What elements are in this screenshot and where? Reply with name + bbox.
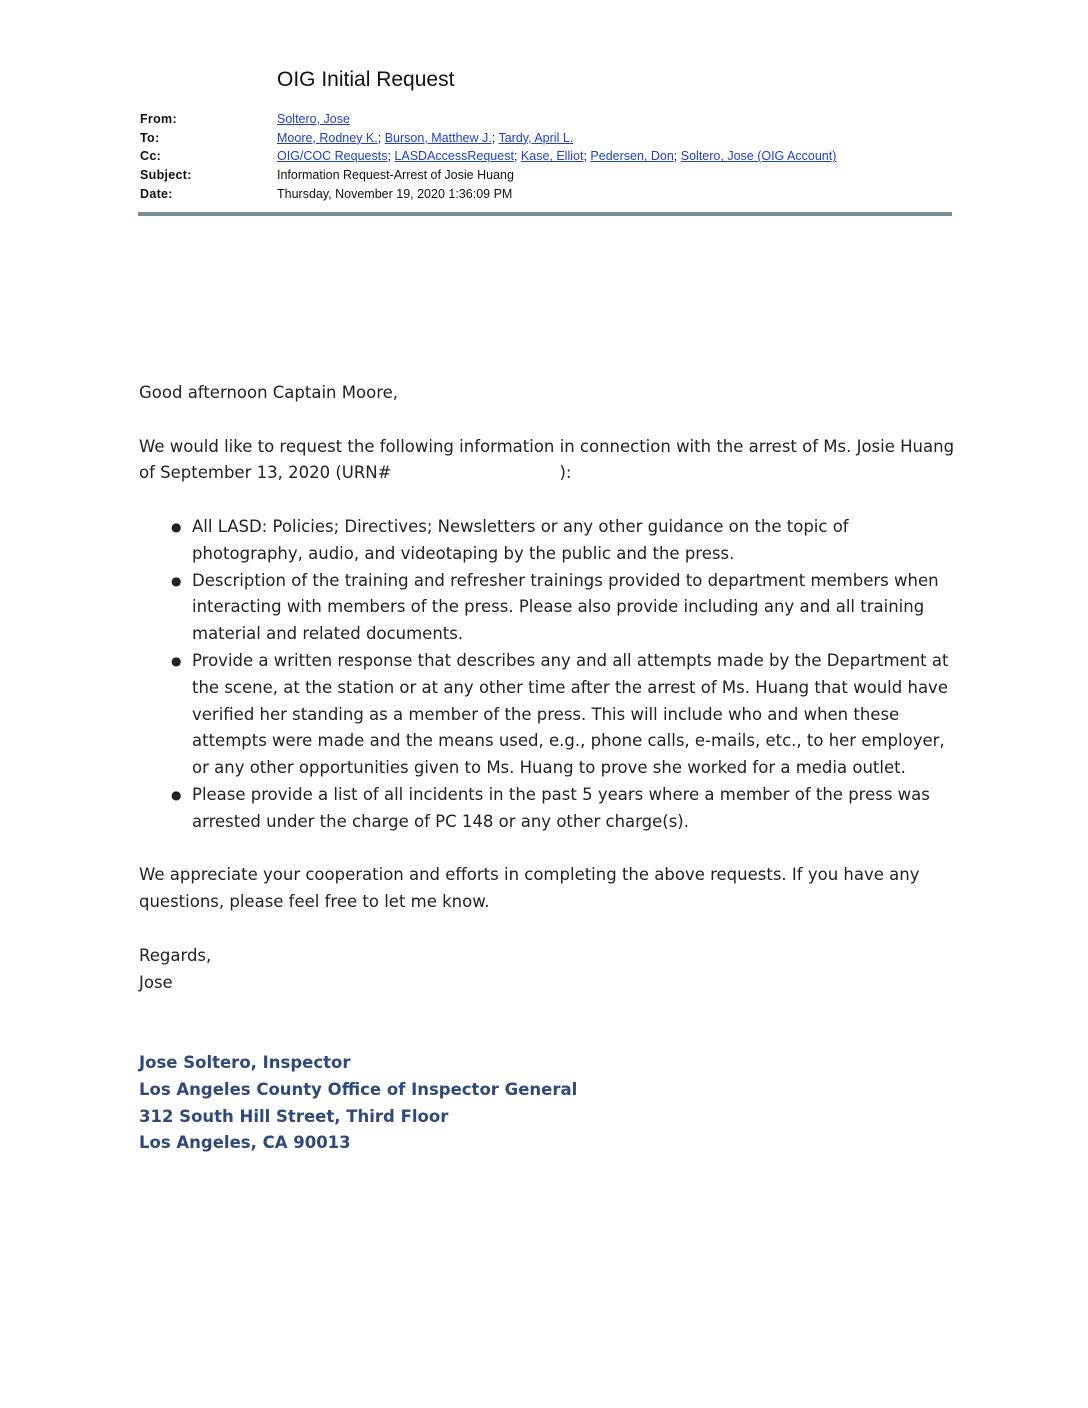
cc-link-oig-coc-requests[interactable]: OIG/COC Requests	[277, 149, 388, 164]
signature-address-line2: Los Angeles, CA 90013	[139, 1133, 351, 1153]
to-link-moore-rodney[interactable]: Moore, Rodney K.	[277, 130, 378, 145]
separator: ;	[387, 149, 391, 164]
bullet-icon: ●	[171, 519, 182, 534]
to-value	[277, 129, 573, 148]
date-value: Thursday, November 19, 2020 1:36:09 PM	[277, 186, 513, 201]
to-label: To:	[140, 130, 160, 145]
cc-value	[277, 147, 836, 166]
subject-label: Subject:	[140, 168, 192, 183]
list-item	[139, 648, 959, 782]
request-text: Description of the training and refresher trainings provided to department members when interacting with members of the press. Please also provide including any and all training material and related documents.	[192, 570, 939, 644]
list-item	[139, 514, 959, 568]
email-header	[140, 110, 952, 203]
sign-off: Regards,	[139, 945, 212, 965]
intro-text-end: ):	[559, 463, 572, 483]
from-row	[140, 110, 952, 129]
to-link-tardy-april[interactable]: Tardy, April L.	[498, 130, 574, 145]
cc-link-soltero-oig-account[interactable]: Soltero, Jose (OIG Account)	[680, 149, 837, 164]
bullet-icon: ●	[171, 787, 182, 802]
separator: ;	[491, 130, 496, 145]
intro-paragraph	[139, 434, 959, 488]
signature-organization: Los Angeles County Office of Inspector General	[139, 1079, 578, 1099]
email-body	[139, 380, 959, 1157]
cc-row	[140, 147, 952, 166]
from-label: From:	[140, 112, 177, 126]
cc-link-lasd-access-request[interactable]: LASDAccessRequest	[394, 149, 514, 164]
from-value	[277, 110, 350, 129]
from-link-soltero-jose[interactable]: Soltero, Jose	[277, 112, 350, 126]
intro-text: We would like to request the following information in connection with the arrest of Ms. Josie Huang of September 13, 2020 (URN#	[139, 436, 955, 483]
bullet-icon: ●	[171, 573, 182, 588]
signer-first-name: Jose	[139, 972, 173, 992]
signature-name-title: Jose Soltero, Inspector	[139, 1052, 351, 1072]
subject-row	[140, 166, 952, 185]
date-row	[140, 185, 952, 204]
to-row	[140, 129, 952, 148]
date-label: Date:	[140, 186, 173, 201]
request-list	[139, 514, 959, 836]
header-divider	[138, 212, 952, 216]
greeting: Good afternoon Captain Moore,	[139, 383, 399, 402]
separator: ;	[513, 149, 518, 164]
list-item	[139, 782, 959, 836]
bullet-icon: ●	[171, 653, 182, 668]
document-title: OIG Initial Request	[277, 68, 455, 91]
separator: ;	[673, 149, 678, 164]
cc-link-pedersen-don[interactable]: Pedersen, Don	[590, 149, 674, 164]
cc-label: Cc:	[140, 149, 162, 164]
signature-address-line1: 312 South Hill Street, Third Floor	[139, 1106, 449, 1126]
request-text: Provide a written response that describes any and all attempts made by the Department at the scene, at the station or at any other time after the arrest of Ms. Huang that would have verified her standing as a member of the press. This will include who and when these attempts were made and the means used, e.g., phone calls, e-mails, etc., to her employer, or any other opportunities given to Ms. Huang to prove she worked for a media outlet.	[192, 650, 949, 778]
cc-link-kase-elliot[interactable]: Kase, Elliot	[520, 149, 584, 164]
closing-paragraph: We appreciate your cooperation and efforts in completing the above requests. If you have any questions, please feel free to let me know.	[139, 865, 920, 912]
request-text: Please provide a list of all incidents in the past 5 years where a member of the press was arrested under the charge of PC 148 or any other charge(s).	[192, 784, 930, 831]
separator: ;	[377, 130, 382, 145]
separator: ;	[583, 149, 587, 164]
to-link-burson-matthew[interactable]: Burson, Matthew J.	[384, 130, 492, 145]
list-item	[139, 568, 959, 648]
subject-value: Information Request-Arrest of Josie Huang	[277, 168, 514, 183]
request-text: All LASD: Policies; Directives; Newsletters or any other guidance on the topic of photography, audio, and videotaping by the public and the press.	[192, 516, 849, 563]
